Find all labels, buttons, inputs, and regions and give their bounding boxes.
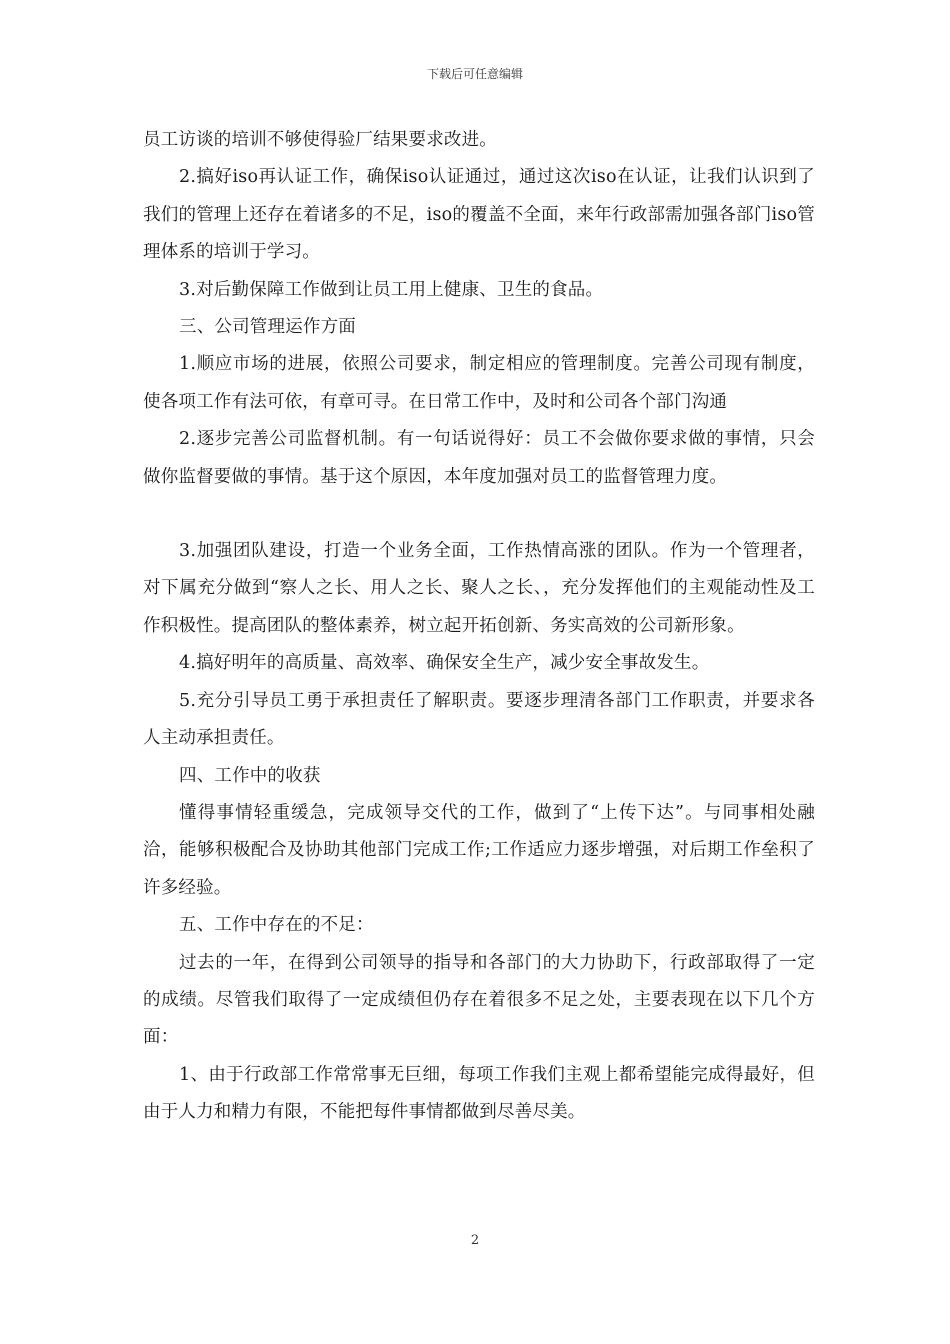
- document-body: [143, 122, 815, 1132]
- paragraph-management-item-4: 4.搞好明年的高质量、高效率、确保安全生产，减少安全事故发生。: [179, 653, 710, 674]
- paragraph-management-item-5: 5.充分引导员工勇于承担责任了解职责。要逐步理清各部门工作职责，并要求各人主动承担责任。: [143, 690, 815, 749]
- section-heading-shortcomings: 五、工作中存在的不足：: [179, 915, 374, 936]
- paragraph-iso-item: 2.搞好iso再认证工作，确保iso认证通过，通过这次iso在认证，让我们认识到了我们的管理上还存在着诸多的不足，iso的覆盖不全面，来年行政部需加强各部门iso管理体系的培训于学习。: [143, 167, 815, 263]
- paragraph-gains: 懂得事情轻重缓急，完成领导交代的工作，做到了“上传下达”。与同事相处融洽，能够积极配合及协助其他部门完成工作;工作适应力逐步增强，对后期工作垒积了许多经验。: [143, 802, 815, 898]
- page-number: 2: [470, 1233, 480, 1248]
- paragraph-shortcomings-intro: 过去的一年，在得到公司领导的指导和各部门的大力协助下，行政部取得了一定的成绩。尽管我们取得了一定成绩但仍存在着很多不足之处，主要表现在以下几个方面：: [143, 952, 815, 1048]
- section-heading-management: 三、公司管理运作方面: [179, 317, 356, 338]
- paragraph-management-item-1: 1.顺应市场的进展，依照公司要求，制定相应的管理制度。完善公司现有制度，使各项工作有法可依，有章可寻。在日常工作中，及时和公司各个部门沟通: [143, 354, 815, 412]
- section-heading-gains: 四、工作中的收获: [179, 765, 321, 786]
- paragraph-shortcomings-item-1: 1、由于行政部工作常常事无巨细，每项工作我们主观上都希望能完成得最好，但由于人力和精力有限，不能把每件事情都做到尽善尽美。: [143, 1064, 815, 1123]
- page-header-note: 下载后可任意编辑: [426, 67, 523, 81]
- paragraph-management-item-2: 2.逐步完善公司监督机制。有一句话说得好：员工不会做你要求做的事情，只会做你监督要做的事情。基于这个原因，本年度加强对员工的监督管理力度。: [143, 429, 815, 487]
- paragraph-logistics-item: 3.对后勤保障工作做到让员工用上健康、卫生的食品。: [179, 279, 604, 300]
- paragraph-management-item-3: 3.加强团队建设，打造一个业务全面，工作热情高涨的团队。作为一个管理者，对下属充分做到“察人之长、用人之长、聚人之长、，充分发挥他们的主观能动性及工作积极性。提高团队的整体素养，树立起开拓创新、务实高效的公司新形象。: [143, 541, 815, 636]
- paragraph-continuation: 员工访谈的培训不够使得验厂结果要求改进。: [143, 130, 497, 150]
